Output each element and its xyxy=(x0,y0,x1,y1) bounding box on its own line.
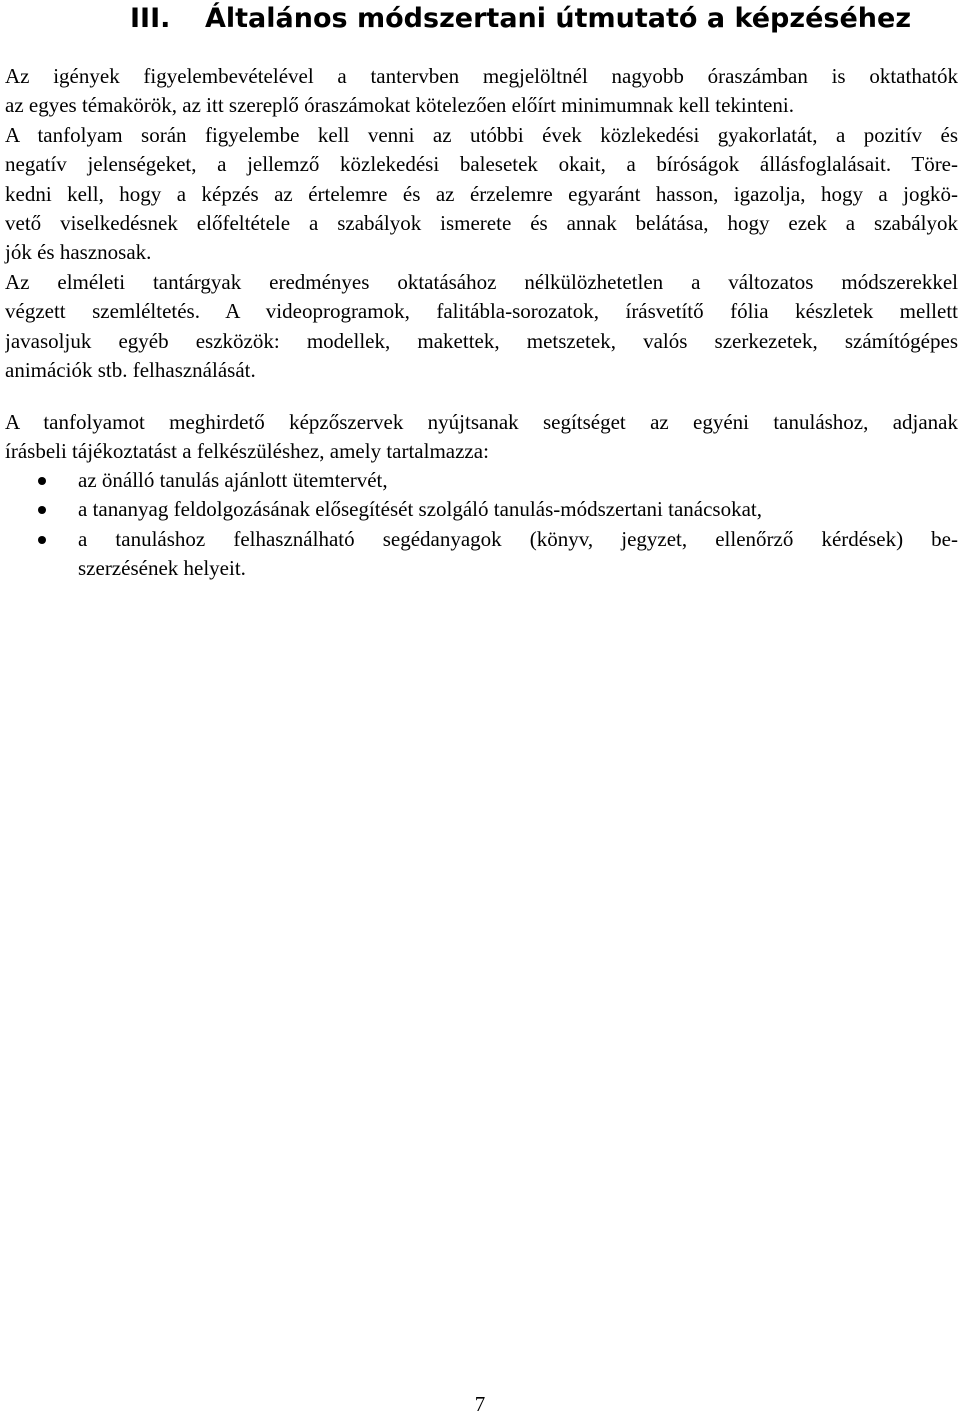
paragraph-line: Az elméleti tantárgyak eredményes oktatásához nélkülözhetetlen a változatos módszerekkel xyxy=(5,269,958,294)
paragraph-line: Az igények figyelembevételével a tantervben megjelöltnél nagyobb óraszámban is oktathatók xyxy=(5,64,958,88)
paragraph-line: A tanfolyamot meghirdető képzőszervek nyújtsanak segítséget az egyéni tanuláshoz, adjanak xyxy=(5,410,958,434)
paragraph-line: kedni kell, hogy a képzés az értelemre és az érzelemre egyaránt hasson, igazolja, hogy a jogkö- xyxy=(5,181,958,206)
list-item-text: szerzésének helyeit. xyxy=(78,556,246,581)
bullet-list xyxy=(5,466,958,584)
bullet-icon xyxy=(38,536,46,544)
paragraph-line: animációk stb. felhasználását. xyxy=(5,357,256,382)
paragraph-line: az egyes témakörök, az itt szereplő óraszámokat kötelezően előírt minimumnak kell tekinteni. xyxy=(5,93,794,118)
paragraph-course-support xyxy=(5,408,958,467)
page-number: 7 xyxy=(474,1392,486,1416)
paragraph-line: végzett szemléltetés. A videoprogramok, falitábla-sorozatok, írásvetítő fólia készletek mellett xyxy=(5,299,958,324)
paragraph-line: vető viselkedésnek előfeltétele a szabályok ismerete és annak belátása, hogy ezek a szabályok xyxy=(5,210,958,235)
list-item xyxy=(5,525,958,584)
paragraph-line: negatív jelenségeket, a jellemző közlekedési balesetek okait, a bíróságok állásfoglalásait. Töre- xyxy=(5,152,958,177)
list-item xyxy=(5,466,958,495)
list-item-text: a tanuláshoz felhasználható segédanyagok (könyv, jegyzet, ellenőrző kérdések) be- xyxy=(78,526,958,551)
section-heading xyxy=(130,2,911,36)
section-number: III. xyxy=(130,3,171,34)
paragraph-line: jók és hasznosak. xyxy=(5,240,152,265)
list-item-text: a tananyag feldolgozásának elősegítését szolgáló tanulás-módszertani tanácsokat, xyxy=(78,497,762,522)
list-item xyxy=(5,495,958,524)
paragraph-line: A tanfolyam során figyelembe kell venni az utóbbi évek közlekedési gyakorlatát, a pozitív és xyxy=(5,122,958,147)
paragraph-line: javasoljuk egyéb eszközök: modellek, makettek, metszetek, valós szerkezetek, számítógépes xyxy=(5,328,958,353)
list-item-text: az önálló tanulás ajánlott ütemtervét, xyxy=(78,468,388,492)
bullet-icon xyxy=(38,477,46,485)
bullet-icon xyxy=(38,506,46,514)
section-title: Általános módszertani útmutató a képzéséhez xyxy=(205,3,912,34)
paragraph-requirements xyxy=(5,62,958,385)
paragraph-line: írásbeli tájékoztatást a felkészüléshez, amely tartalmazza: xyxy=(5,439,489,464)
